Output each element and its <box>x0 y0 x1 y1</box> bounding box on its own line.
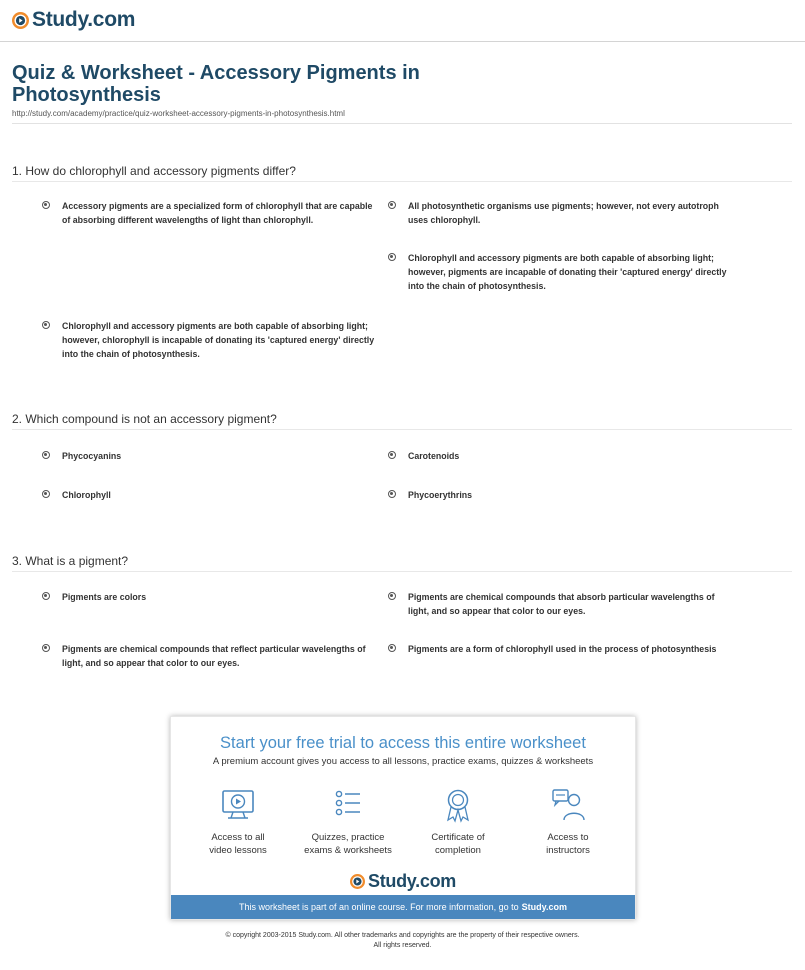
answer-text: Phycoerythrins <box>408 490 473 500</box>
feature-certificate <box>406 787 510 857</box>
radio-icon[interactable] <box>42 321 50 329</box>
radio-icon[interactable] <box>388 592 396 600</box>
copyright-line: All rights reserved. <box>373 942 432 949</box>
answer-text: Chlorophyll <box>62 490 111 500</box>
header-divider <box>0 41 805 42</box>
radio-icon[interactable] <box>42 451 50 459</box>
feature-label: video lessons <box>209 845 267 856</box>
video-lesson-icon <box>218 787 258 823</box>
answer-text: All photosynthetic organisms use pigments; however, not every autotroph uses chlorophyll. <box>408 201 719 225</box>
answer-text: Carotenoids <box>408 451 460 461</box>
feature-quizzes <box>296 787 400 857</box>
course-info-bar <box>171 895 635 919</box>
answer-option[interactable] <box>42 199 377 227</box>
answer-text: Chlorophyll and accessory pigments are both capable of absorbing light; however, pigments are incapable of donating their 'captured energy' directly into the chain of photosynthesis. <box>408 253 727 291</box>
answer-text: Accessory pigments are a specialized form of chlorophyll that are capable of absorbing different wavelengths of light than chlorophyll. <box>62 201 373 225</box>
question-divider <box>12 571 792 572</box>
answer-option[interactable] <box>388 199 733 227</box>
certificate-icon <box>438 787 478 823</box>
feature-label: exams & worksheets <box>304 845 392 856</box>
radio-icon[interactable] <box>42 490 50 498</box>
answer-option[interactable] <box>42 642 377 670</box>
feature-video-lessons <box>186 787 290 857</box>
feature-label: completion <box>435 845 481 856</box>
answer-option[interactable] <box>42 590 377 604</box>
logo-text: Study.com <box>368 871 456 891</box>
feature-label: Access to all <box>211 832 265 843</box>
answer-option[interactable] <box>388 642 733 656</box>
page-title: Quiz & Worksheet - Accessory Pigments in Photosynthesis <box>12 62 420 106</box>
answer-option[interactable] <box>42 319 377 361</box>
quiz-list-icon <box>328 787 368 823</box>
feature-label: Access to <box>547 832 589 843</box>
feature-label: instructors <box>546 845 590 856</box>
free-trial-promo <box>170 716 636 920</box>
answer-option[interactable] <box>388 251 733 293</box>
radio-icon[interactable] <box>42 592 50 600</box>
answer-option[interactable] <box>42 449 377 463</box>
question-2: 2. Which compound is not an accessory pigment? <box>12 412 277 426</box>
promo-subtitle: A premium account gives you access to all lessons, practice exams, quizzes & worksheets <box>212 756 594 767</box>
radio-icon[interactable] <box>388 451 396 459</box>
copyright-line: © copyright 2003-2015 Study.com. All other trademarks and copyrights are the property of their respective owners. <box>225 932 580 939</box>
play-logo-icon <box>350 874 365 889</box>
logo-text: Study.com <box>32 8 136 31</box>
study-logo[interactable] <box>12 8 135 32</box>
radio-icon[interactable] <box>388 644 396 652</box>
answer-option[interactable] <box>42 488 377 502</box>
course-info-text: This worksheet is part of an online course. For more information, go to <box>239 902 519 912</box>
feature-label: Certificate of <box>431 832 485 843</box>
question-divider <box>12 181 792 182</box>
answer-text: Phycocyanins <box>62 451 122 461</box>
answer-text: Chlorophyll and accessory pigments are both capable of absorbing light; however, chlorophyll is incapable of donating its 'captured energy' directly into the chain of photosynthesis. <box>62 321 375 359</box>
page-url[interactable]: http://study.com/academy/practice/quiz-worksheet-accessory-pigments-in-photosynthesis.html <box>12 109 345 118</box>
question-divider <box>12 429 792 430</box>
promo-study-logo[interactable] <box>171 871 635 892</box>
radio-icon[interactable] <box>42 644 50 652</box>
question-1: 1. How do chlorophyll and accessory pigments differ? <box>12 164 296 178</box>
answer-option[interactable] <box>388 488 733 502</box>
answer-text: Pigments are colors <box>62 592 147 602</box>
radio-icon[interactable] <box>388 201 396 209</box>
answer-text: Pigments are chemical compounds that absorb particular wavelengths of light, and so appear that color to our eyes. <box>408 592 715 616</box>
radio-icon[interactable] <box>42 201 50 209</box>
answer-text: Pigments are a form of chlorophyll used in the process of photosynthesis <box>408 644 717 654</box>
copyright-notice <box>0 931 805 951</box>
feature-label: Quizzes, practice <box>311 832 385 843</box>
question-3: 3. What is a pigment? <box>12 554 129 568</box>
answer-option[interactable] <box>388 590 733 618</box>
instructor-icon <box>548 787 588 823</box>
study-link[interactable]: Study.com <box>521 902 567 912</box>
answer-option[interactable] <box>388 449 733 463</box>
radio-icon[interactable] <box>388 490 396 498</box>
promo-title[interactable]: Start your free trial to access this entire worksheet <box>220 734 586 752</box>
answer-text: Pigments are chemical compounds that reflect particular wavelengths of light, and so appear that color to our eyes. <box>62 644 366 668</box>
play-logo-icon <box>12 12 29 29</box>
feature-instructors <box>516 787 620 857</box>
radio-icon[interactable] <box>388 253 396 261</box>
url-divider <box>12 123 792 124</box>
